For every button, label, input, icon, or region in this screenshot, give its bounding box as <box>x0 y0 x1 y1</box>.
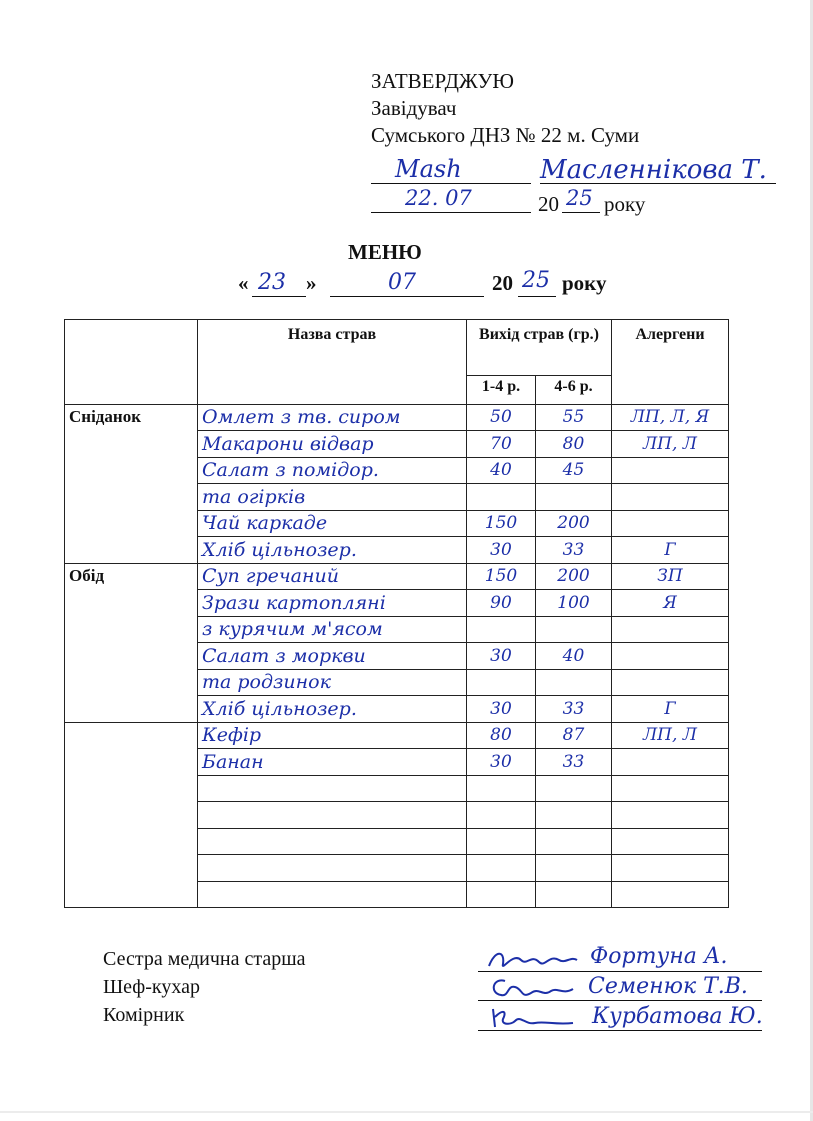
portion-4-6: 200 <box>536 510 612 537</box>
dish-cell: Салат з помідор. <box>198 457 467 484</box>
portion-1-4: 30 <box>467 696 536 723</box>
dish-cell: та огірків <box>198 484 467 511</box>
storekeeper-name-handwritten: Курбатова Ю. <box>592 1004 763 1029</box>
portion-4-6: 87 <box>536 722 612 749</box>
approval-year-word: року <box>604 192 646 216</box>
portion-4-6: 45 <box>536 457 612 484</box>
approval-institution: Сумського ДНЗ № 22 м. Суми <box>371 123 640 147</box>
chef-name-handwritten: Семенюк Т.В. <box>588 974 748 999</box>
menu-day-line <box>252 296 306 297</box>
dish-cell: з курячим м'ясом <box>198 616 467 643</box>
portion-4-6: 33 <box>536 749 612 776</box>
portion-4-6 <box>536 802 612 829</box>
allergen-cell <box>612 828 729 855</box>
dish-cell: Кефір <box>198 722 467 749</box>
dish-cell <box>198 828 467 855</box>
portion-1-4 <box>467 775 536 802</box>
nurse-name-handwritten: Фортуна А. <box>590 944 728 969</box>
menu-year-word: року <box>562 271 607 295</box>
storekeeper-signature-scribble <box>485 1003 581 1033</box>
portion-1-4 <box>467 828 536 855</box>
allergen-cell: ЛП, Л <box>612 431 729 458</box>
menu-month: 07 <box>388 270 416 295</box>
director-signature: Mash <box>395 155 462 183</box>
name-line <box>540 183 776 184</box>
approval-date: 22. 07 <box>405 186 472 210</box>
dish-cell: та родзинок <box>198 669 467 696</box>
portion-1-4: 80 <box>467 722 536 749</box>
portion-1-4: 30 <box>467 537 536 564</box>
menu-year-line <box>518 296 556 297</box>
portion-4-6: 40 <box>536 643 612 670</box>
allergen-cell <box>612 802 729 829</box>
allergen-cell: Г <box>612 537 729 564</box>
dish-cell: Зрази картопляні <box>198 590 467 617</box>
dish-cell: Банан <box>198 749 467 776</box>
allergen-cell: Я <box>612 590 729 617</box>
director-name-handwritten: Масленнікова Т. <box>540 155 767 185</box>
portion-1-4: 50 <box>467 404 536 431</box>
portion-1-4 <box>467 484 536 511</box>
dish-cell <box>198 802 467 829</box>
portion-1-4: 40 <box>467 457 536 484</box>
allergen-cell: ЛП, Л, Я <box>612 404 729 431</box>
portion-4-6 <box>536 881 612 908</box>
approval-year-prefix: 20 <box>538 192 559 216</box>
allergen-cell <box>612 669 729 696</box>
dish-cell: Хліб цільнозер. <box>198 537 467 564</box>
dish-cell: Салат з моркви <box>198 643 467 670</box>
approval-position: Завідувач <box>371 96 457 120</box>
approval-year-suffix: 25 <box>566 186 593 210</box>
approval-date-line <box>371 212 531 213</box>
allergens-header: Алергени <box>612 320 729 405</box>
approval-year-line <box>562 212 600 213</box>
portion-4-6: 80 <box>536 431 612 458</box>
dish-cell <box>198 855 467 882</box>
allergen-cell <box>612 881 729 908</box>
role-chef: Шеф-кухар <box>103 976 200 998</box>
output-header: Вихід страв (гр.) <box>467 320 612 376</box>
meal-header <box>65 320 198 405</box>
portion-4-6 <box>536 616 612 643</box>
portion-4-6 <box>536 828 612 855</box>
portion-1-4: 30 <box>467 643 536 670</box>
menu-day: 23 <box>258 270 286 295</box>
dish-cell: Суп гречаний <box>198 563 467 590</box>
dish-cell <box>198 881 467 908</box>
portion-1-4: 90 <box>467 590 536 617</box>
meal-lunch: Обід <box>65 563 198 722</box>
dish-cell: Макарони відвар <box>198 431 467 458</box>
allergen-cell: Г <box>612 696 729 723</box>
dish-cell: Чай каркаде <box>198 510 467 537</box>
menu-year-prefix: 20 <box>492 271 513 295</box>
scan-bottom-edge <box>0 1111 813 1113</box>
menu-date-open-quote: « <box>238 271 249 295</box>
menu-month-line <box>330 296 484 297</box>
allergen-cell <box>612 855 729 882</box>
approval-block <box>371 68 639 149</box>
meal-snack <box>65 722 198 908</box>
allergen-cell <box>612 775 729 802</box>
chef-signature-scribble <box>485 973 581 1003</box>
portion-4-6 <box>536 669 612 696</box>
dish-cell <box>198 775 467 802</box>
portion-4-6 <box>536 484 612 511</box>
menu-date-close-quote: » <box>306 271 317 295</box>
dish-cell: Хліб цільнозер. <box>198 696 467 723</box>
menu-year-suffix: 25 <box>522 268 550 293</box>
role-senior-nurse: Сестра медична старша <box>103 948 306 970</box>
dish-cell: Омлет з тв. сиром <box>198 404 467 431</box>
menu-table <box>64 319 729 908</box>
portion-4-6: 33 <box>536 696 612 723</box>
age-1-4-header: 1-4 р. <box>467 376 536 405</box>
signature-line <box>371 183 531 184</box>
allergen-cell: ЗП <box>612 563 729 590</box>
age-4-6-header: 4-6 р. <box>536 376 612 405</box>
allergen-cell <box>612 457 729 484</box>
portion-4-6: 33 <box>536 537 612 564</box>
allergen-cell <box>612 510 729 537</box>
approval-heading: ЗАТВЕРДЖУЮ <box>371 69 514 93</box>
nurse-signature-scribble <box>485 944 581 974</box>
document-title: МЕНЮ <box>348 240 422 264</box>
portion-4-6 <box>536 775 612 802</box>
portion-1-4 <box>467 669 536 696</box>
portion-4-6: 55 <box>536 404 612 431</box>
portion-4-6: 100 <box>536 590 612 617</box>
role-storekeeper: Комірник <box>103 1004 185 1026</box>
portion-1-4: 150 <box>467 510 536 537</box>
portion-1-4 <box>467 881 536 908</box>
allergen-cell <box>612 749 729 776</box>
portion-1-4: 150 <box>467 563 536 590</box>
portion-4-6: 200 <box>536 563 612 590</box>
allergen-cell <box>612 484 729 511</box>
dish-name-header: Назва страв <box>198 320 467 405</box>
portion-1-4 <box>467 616 536 643</box>
portion-1-4 <box>467 855 536 882</box>
allergen-cell <box>612 616 729 643</box>
portion-1-4: 30 <box>467 749 536 776</box>
allergen-cell: ЛП, Л <box>612 722 729 749</box>
portion-1-4: 70 <box>467 431 536 458</box>
signature-roles <box>103 945 306 1029</box>
portion-1-4 <box>467 802 536 829</box>
portion-4-6 <box>536 855 612 882</box>
meal-breakfast: Сніданок <box>65 404 198 563</box>
allergen-cell <box>612 643 729 670</box>
